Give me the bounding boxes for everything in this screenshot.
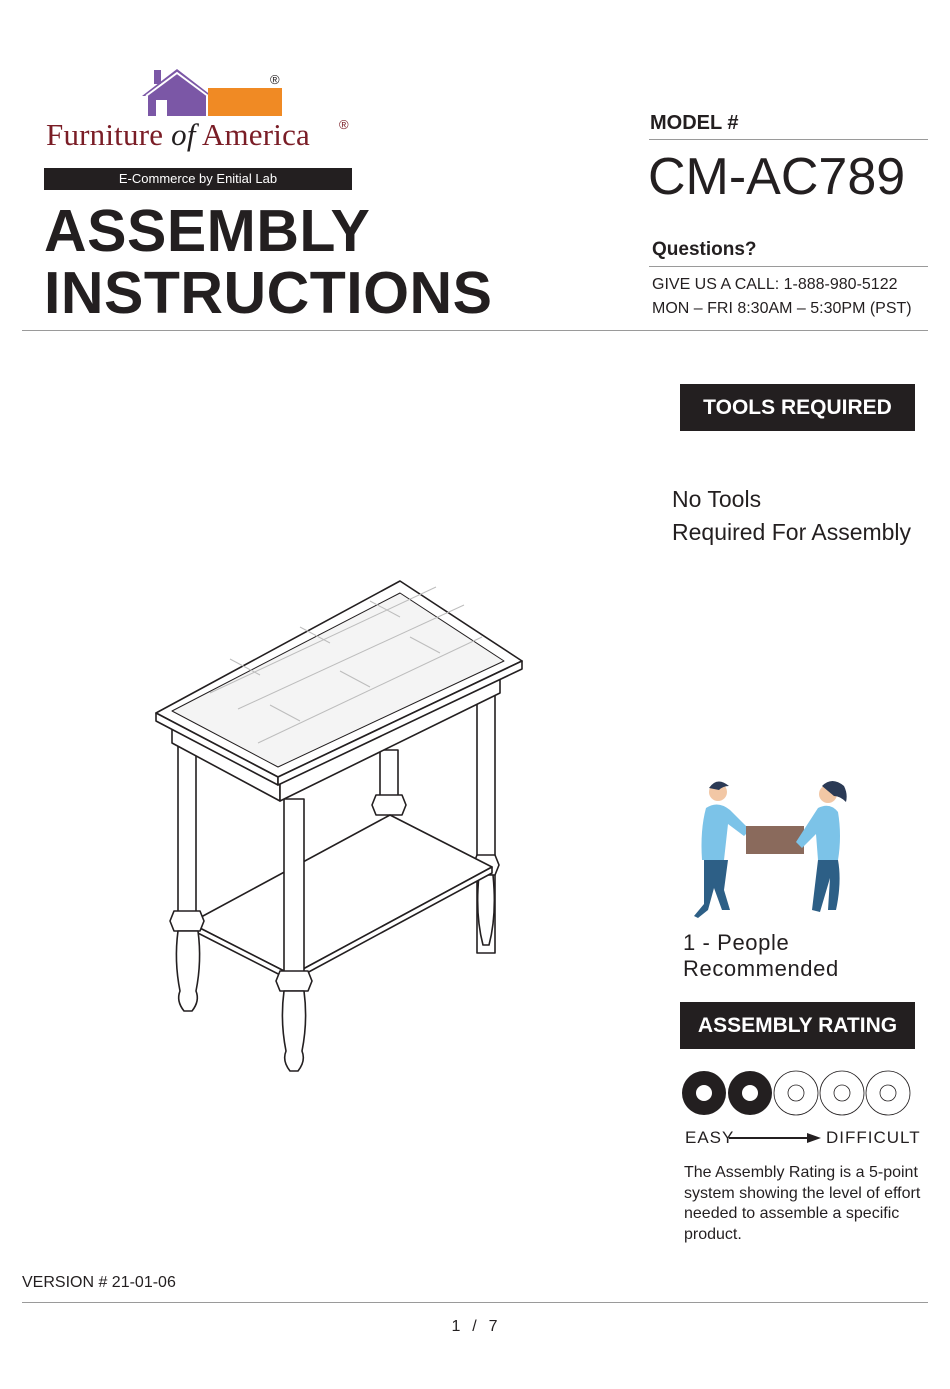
arrow-right-icon bbox=[729, 1132, 821, 1144]
footer-divider bbox=[22, 1302, 928, 1303]
tools-required-heading: TOOLS REQUIRED bbox=[680, 384, 915, 431]
people-line1: 1 - People bbox=[683, 930, 790, 955]
page-title-line1: ASSEMBLY bbox=[44, 198, 371, 264]
two-people-carrying-box-icon bbox=[676, 778, 866, 923]
hours-line: MON – FRI 8:30AM – 5:30PM (PST) bbox=[652, 300, 912, 317]
rating-dot-center bbox=[742, 1085, 758, 1101]
tools-line2: Required For Assembly bbox=[672, 519, 912, 545]
house-logo-icon bbox=[140, 66, 285, 118]
brand-name-part2: America bbox=[195, 117, 310, 152]
assembly-rating-dots bbox=[680, 1069, 920, 1117]
difficult-label: DIFFICULT bbox=[826, 1128, 921, 1147]
tagline-bar: E-Commerce by Enitial Lab bbox=[44, 168, 352, 190]
people-line2: Recommended bbox=[683, 956, 839, 981]
version-label: VERSION # 21-01-06 bbox=[22, 1274, 176, 1291]
model-number: CM-AC789 bbox=[648, 148, 906, 206]
brand-name bbox=[46, 117, 310, 153]
rating-dot-empty bbox=[774, 1071, 818, 1115]
tools-line1: No Tools bbox=[672, 486, 762, 512]
model-divider bbox=[649, 139, 928, 140]
brand-registered-mark: ® bbox=[339, 117, 349, 132]
brand-name-of: of bbox=[171, 117, 196, 152]
questions-divider bbox=[649, 266, 928, 267]
rating-description: The Assembly Rating is a 5-point system showing the level of effort needed to assemble a specific product. bbox=[684, 1164, 921, 1243]
header-divider bbox=[22, 330, 928, 331]
page-title-line2: INSTRUCTIONS bbox=[44, 260, 493, 326]
logo-registered-mark: ® bbox=[270, 72, 280, 87]
questions-label: Questions? bbox=[652, 239, 757, 260]
side-table-illustration bbox=[150, 575, 530, 1075]
rating-dot-empty bbox=[820, 1071, 864, 1115]
brand-name-part1: Furniture bbox=[46, 117, 172, 152]
phone-line: GIVE US A CALL: 1-888-980-5122 bbox=[652, 276, 898, 293]
assembly-rating-heading: ASSEMBLY RATING bbox=[680, 1002, 915, 1049]
model-label: MODEL # bbox=[650, 112, 739, 134]
rating-dot-empty bbox=[866, 1071, 910, 1115]
easy-label: EASY bbox=[685, 1128, 735, 1147]
rating-dot-center bbox=[696, 1085, 712, 1101]
page-number: 1 / 7 bbox=[451, 1318, 499, 1335]
